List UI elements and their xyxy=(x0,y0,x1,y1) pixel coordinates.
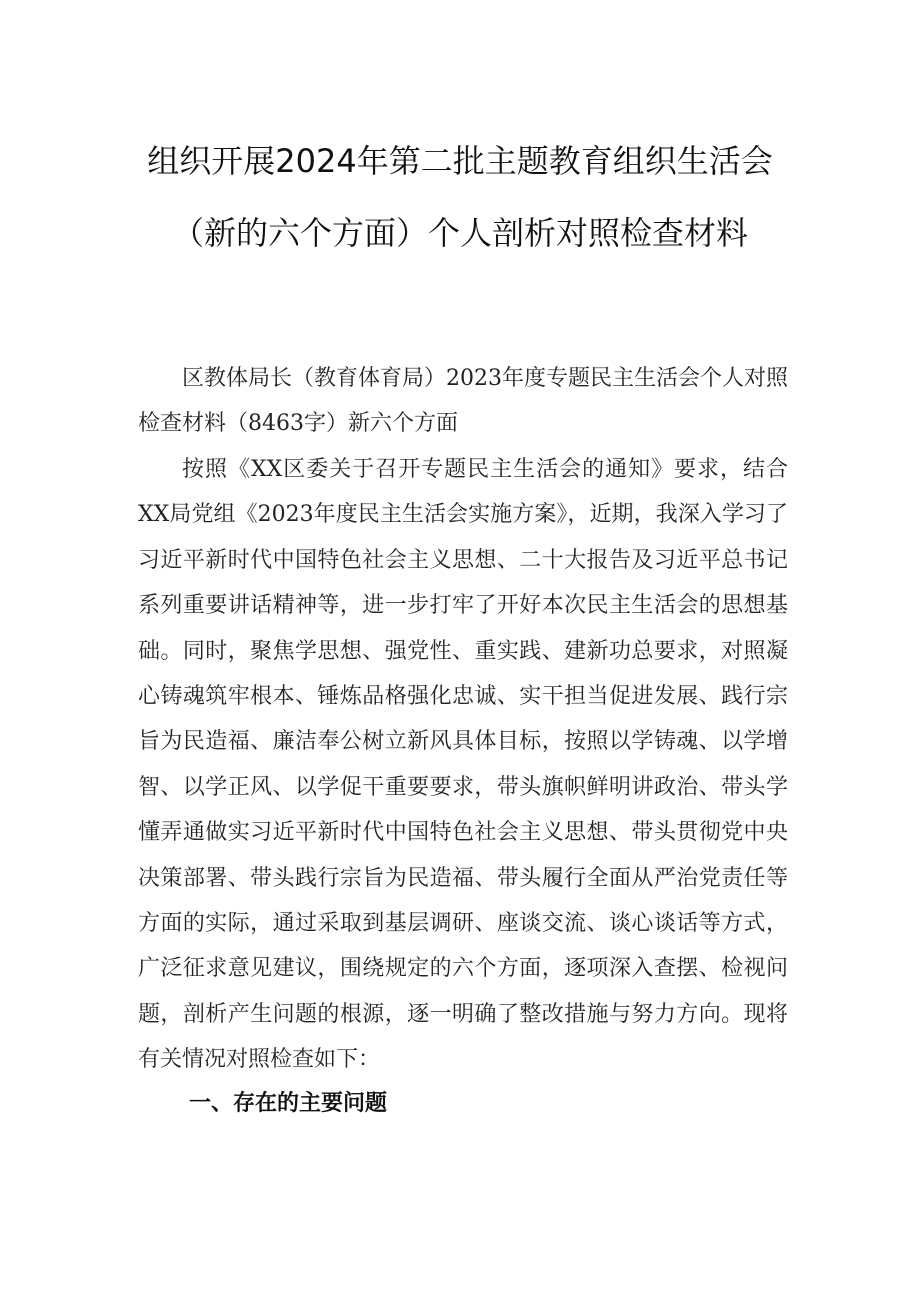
section-heading: 一、存在的主要问题 xyxy=(189,1091,388,1116)
document-title-line-1: 组织开展2024年第二批主题教育组织生活会 xyxy=(147,142,773,180)
paragraph-main: 按照《XX区委关于召开专题民主生活会的通知》要求，结合XX局党组《2023年度民主生活会实施方案》，近期，我深入学习了习近平新时代中国特色社会主义思想、二十大报告及习近平总书记系列重要讲话精神等，进一步打牢了开好本次民主生活会的思想基础。同时，聚焦学思想、强党性、重实践、建新功总要求，对照凝心铸魂筑牢根本、锤炼品格强化忠诚、实干担当促进发展、践行宗旨为民造福、廉洁奉公树立新风具体目标，按照以学铸魂、以学增智、以学正风、以学促干重要要求，带头旗帜鲜明讲政治、带头学懂弄通做实习近平新时代中国特色社会主义思想、带头贯彻党中央决策部署、带头践行宗旨为民造福、带头履行全面从严治党责任等方面的实际，通过采取到基层调研、座谈交流、谈心谈话等方式，广泛征求意见建议，围绕规定的六个方面，逐项深入查摆、检视问题，剖析产生问题的根源，逐一明确了整改措施与努力方向。现将有关情况对照检查如下： xyxy=(138,457,788,1073)
document-title-line-2: （新的六个方面）个人剖析对照检查材料 xyxy=(171,214,748,252)
paragraph-intro: 区教体局长（教育体育局）2023年度专题民主生活会个人对照检查材料（8463字）新六个方面 xyxy=(138,366,788,437)
